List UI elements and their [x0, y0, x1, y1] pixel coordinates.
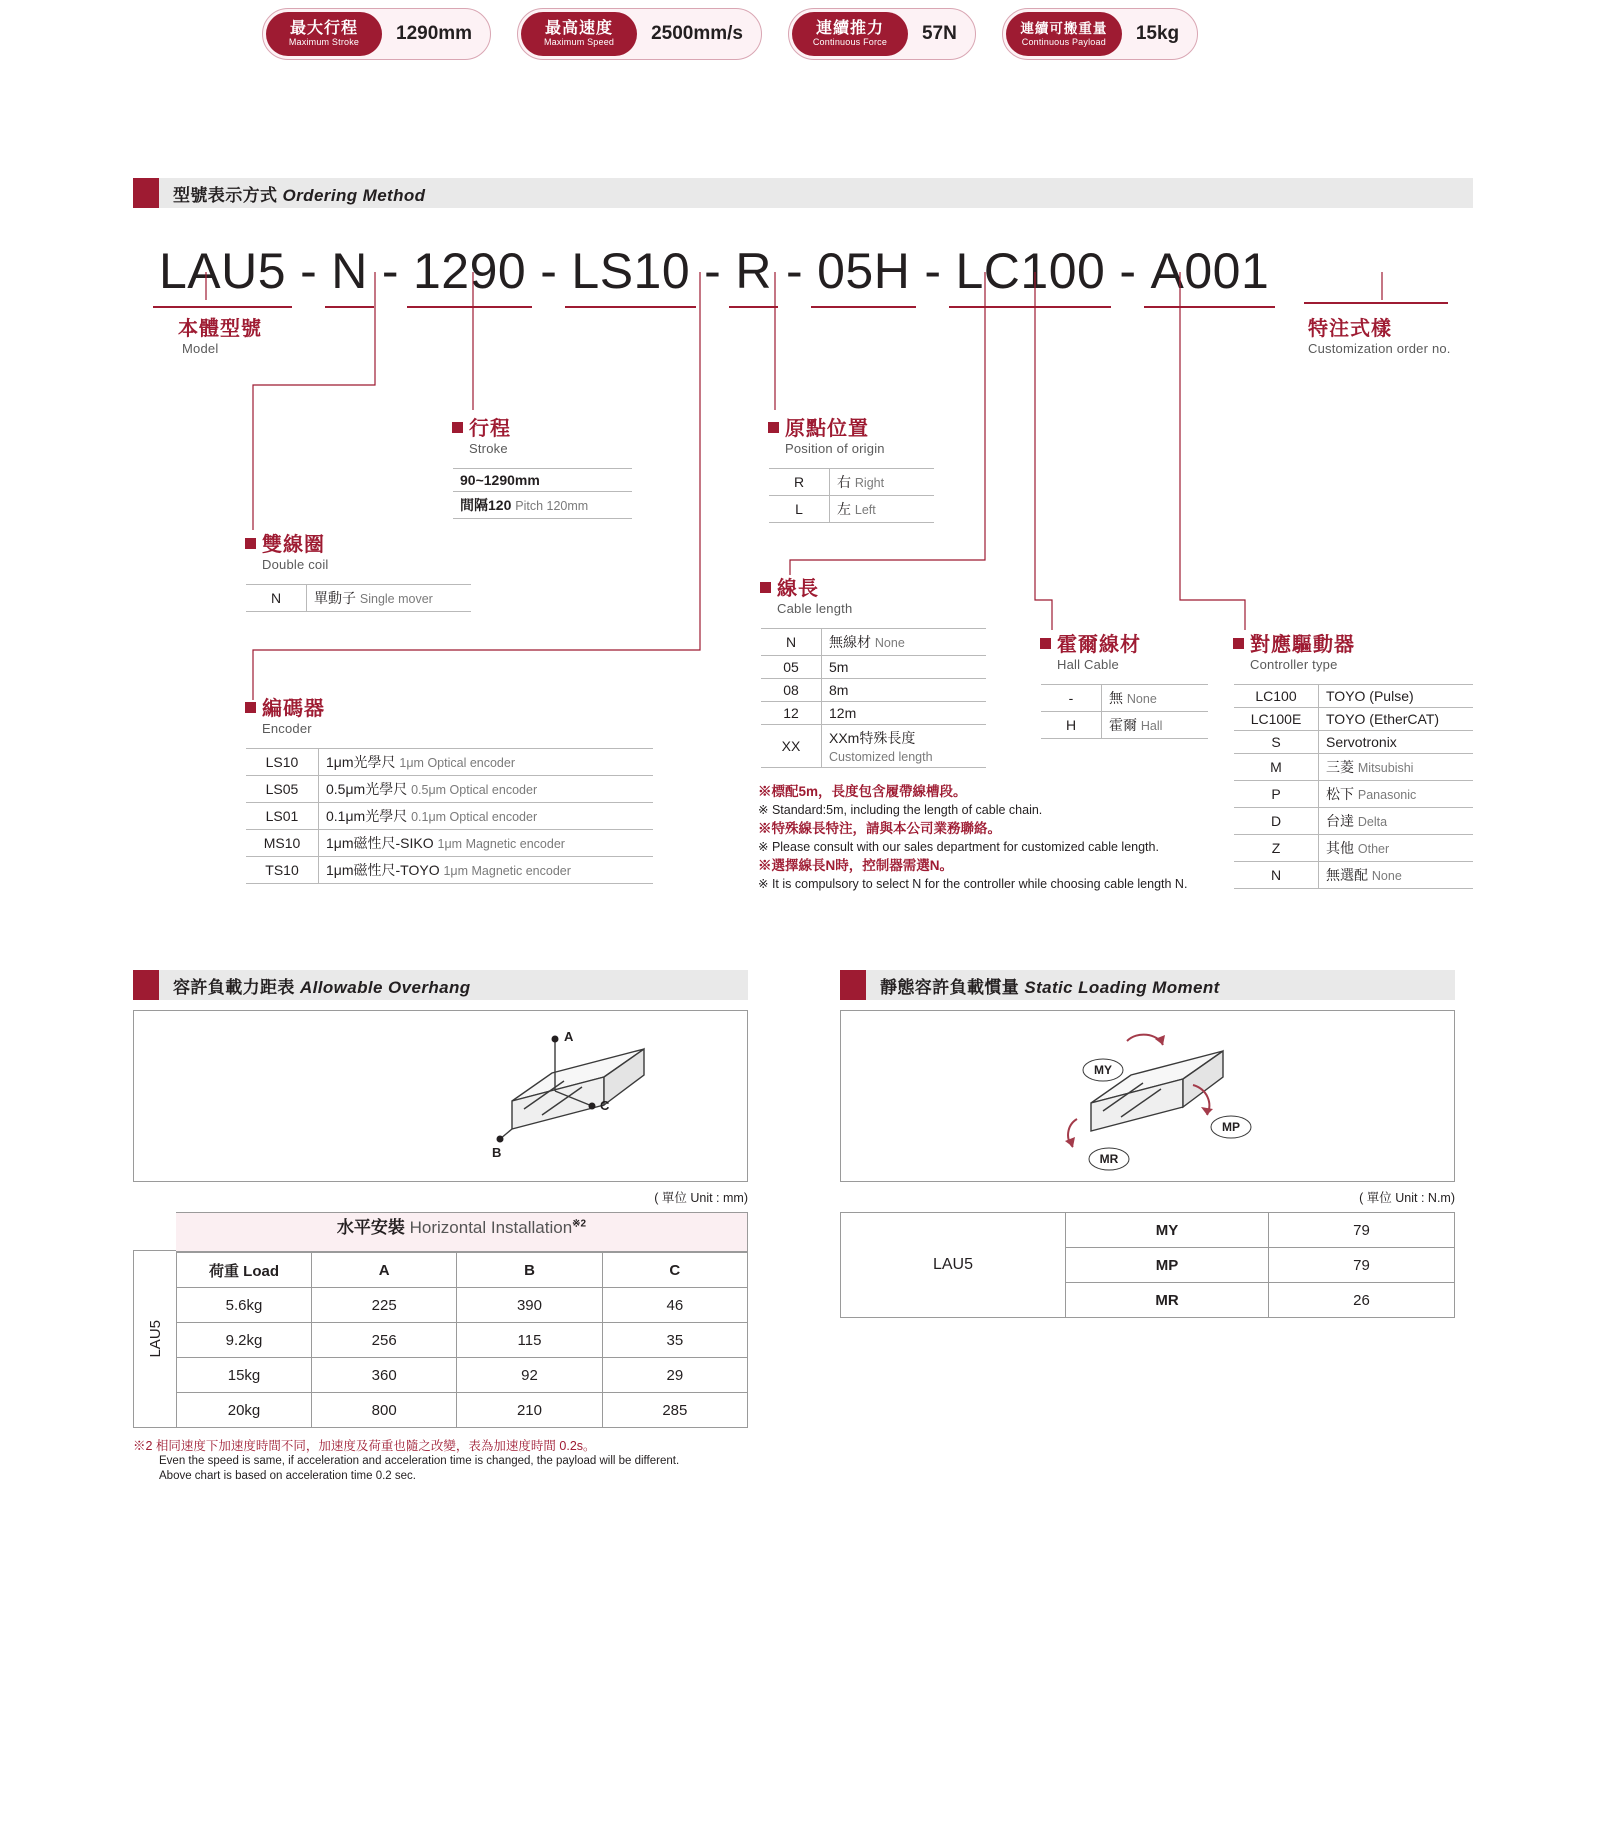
label-origin-cn-text: 原點位置	[785, 418, 869, 440]
moment-diagram	[840, 1010, 1455, 1182]
table-row	[761, 629, 986, 656]
code-dash: -	[924, 243, 942, 299]
note-cn: ※特殊線長特注，請與本公司業務聯絡。	[758, 821, 1001, 836]
spec-label-cn: 最高速度	[545, 20, 614, 37]
controller-value-en: Panasonic	[1357, 788, 1417, 802]
moment-name: MR	[1066, 1283, 1269, 1318]
label-double-coil-cn	[245, 528, 471, 557]
cell-a: 360	[312, 1358, 457, 1393]
controller-value: TOYO (EtherCAT)	[1319, 708, 1474, 731]
col-b: B	[457, 1253, 602, 1288]
cable-key: 08	[761, 679, 822, 702]
table-double-coil	[246, 584, 471, 612]
label-customization	[1308, 312, 1451, 356]
table-row	[177, 1323, 748, 1358]
section-title-cn: 靜態容許負載慣量	[880, 977, 1020, 997]
label-stroke-cn	[452, 412, 632, 441]
label-stroke-cn-text: 行程	[469, 418, 511, 440]
moment-model: LAU5	[841, 1213, 1066, 1318]
encoder-value	[319, 749, 654, 776]
static-loading-moment-section	[840, 970, 1455, 1318]
spec-pill-continuous-force	[788, 8, 976, 60]
spec-label-cn: 連續可搬重量	[1020, 21, 1108, 36]
table-encoder	[246, 748, 653, 884]
section-title	[880, 973, 1220, 998]
origin-key: R	[769, 469, 830, 496]
table-cable-length	[761, 628, 986, 768]
stroke-pitch-en: Pitch 120mm	[515, 499, 589, 513]
label-origin-cn	[768, 412, 934, 441]
controller-value-en: Mitsubishi	[1357, 761, 1414, 775]
header-accent-bar	[133, 178, 159, 208]
stroke-pitch	[453, 492, 632, 519]
encoder-value-en: 1μm Optical encoder	[399, 756, 515, 770]
code-seg-encoder: LS10	[565, 242, 696, 300]
spec-summary-bar	[0, 0, 1613, 60]
section-title	[173, 181, 425, 206]
cable-value	[822, 725, 987, 768]
overhang-table-title-cn: 水平安裝	[336, 1218, 405, 1237]
label-controller-cn-text: 對應驅動器	[1250, 634, 1355, 656]
table-row	[761, 702, 986, 725]
spec-value: 15kg	[1135, 23, 1180, 44]
overhang-table-wrap	[133, 1212, 748, 1428]
table-row	[1234, 754, 1473, 781]
code-dash: -	[704, 243, 722, 299]
spec-label-en: Maximum Speed	[543, 37, 615, 47]
table-row	[177, 1393, 748, 1428]
table-row	[246, 585, 471, 612]
spec-pill-max-stroke	[262, 8, 491, 60]
cable-value-cn: XXm特殊長度	[829, 730, 916, 746]
moment-diagram-svg	[841, 1011, 1454, 1179]
label-hall-cn-text: 霍爾線材	[1057, 634, 1141, 656]
moment-table	[840, 1212, 1455, 1318]
cell-c: 285	[602, 1393, 747, 1428]
controller-key: M	[1234, 754, 1319, 781]
spec-value: 1290mm	[396, 23, 473, 44]
spec-pill-continuous-payload	[1002, 8, 1198, 60]
block-origin	[768, 412, 934, 523]
table-header-row	[177, 1253, 748, 1288]
label-encoder-en: Encoder	[262, 721, 312, 736]
label-model-en: Model	[182, 341, 219, 356]
bullet-square-icon	[760, 582, 771, 593]
encoder-value	[319, 857, 654, 884]
table-origin	[769, 468, 934, 523]
controller-key: D	[1234, 808, 1319, 835]
hall-value-en: Hall	[1140, 719, 1163, 733]
stroke-pitch-cn: 間隔120	[460, 497, 512, 513]
section-title-en: Ordering Method	[282, 185, 426, 205]
bullet-square-icon	[1040, 638, 1051, 649]
table-row	[1234, 731, 1473, 754]
section-title-en: Allowable Overhang	[299, 977, 471, 997]
overhang-table-title-sup: ※2	[572, 1218, 587, 1230]
cell-b: 390	[457, 1288, 602, 1323]
cell-load: 15kg	[177, 1358, 312, 1393]
section-header-overhang	[133, 970, 748, 1000]
controller-key: N	[1234, 862, 1319, 889]
cable-value: 8m	[822, 679, 987, 702]
note-en: ※ It is compulsory to select N for the controller while choosing cable length N.	[758, 877, 1188, 891]
section-header-moment	[840, 970, 1455, 1000]
controller-key: Z	[1234, 835, 1319, 862]
controller-key: LC100E	[1234, 708, 1319, 731]
hall-value-en: None	[1126, 692, 1157, 706]
cable-key: XX	[761, 725, 822, 768]
encoder-key: TS10	[246, 857, 319, 884]
table-row	[453, 492, 632, 519]
bullet-square-icon	[452, 422, 463, 433]
code-seg-customization: A001	[1144, 242, 1275, 300]
overhang-axis-label-a: A	[564, 1029, 574, 1044]
bullet-square-icon	[245, 538, 256, 549]
cell-c: 35	[602, 1323, 747, 1358]
encoder-key: LS10	[246, 749, 319, 776]
origin-value-en: Right	[854, 476, 885, 490]
spec-value: 2500mm/s	[651, 23, 743, 44]
code-seg-origin: R	[729, 242, 778, 300]
table-row	[177, 1288, 748, 1323]
cable-key: 05	[761, 656, 822, 679]
hall-key: -	[1041, 685, 1102, 712]
controller-value-en: None	[1371, 869, 1402, 883]
bullet-square-icon	[245, 702, 256, 713]
controller-value-cn: 其他	[1326, 840, 1354, 856]
controller-value-cn: 松下	[1326, 786, 1354, 802]
moment-label-mr: MR	[1099, 1152, 1119, 1166]
spec-label-cn: 連續推力	[815, 20, 884, 37]
table-row	[1041, 685, 1208, 712]
label-stroke-en: Stroke	[469, 441, 508, 456]
cable-value-en: Customized length	[829, 750, 933, 764]
spec-label-cn: 最大行程	[289, 20, 358, 37]
origin-value	[830, 496, 935, 523]
encoder-value-en: 0.5μm Optical encoder	[411, 783, 538, 797]
table-row	[769, 496, 934, 523]
table-row	[769, 469, 934, 496]
section-title	[173, 973, 471, 998]
label-customization-en: Customization order no.	[1308, 341, 1451, 356]
encoder-value-cn: 1μm磁性尺-SIKO	[326, 835, 434, 851]
overhang-table-title-en: Horizontal Installation	[409, 1218, 573, 1237]
double-coil-value	[307, 585, 472, 612]
table-row	[761, 679, 986, 702]
note-en: ※ Please consult with our sales department for customized cable length.	[758, 840, 1159, 854]
label-hall-cn	[1040, 628, 1208, 657]
block-stroke	[452, 412, 632, 519]
cell-b: 115	[457, 1323, 602, 1358]
ordering-notes	[758, 782, 1398, 893]
block-hall-cable	[1040, 628, 1208, 739]
label-model	[178, 312, 262, 356]
cable-key: 12	[761, 702, 822, 725]
double-coil-key: N	[246, 585, 307, 612]
controller-value-cn: 三菱	[1326, 759, 1354, 775]
origin-value-cn: 右	[837, 474, 851, 490]
footnote-en-1: Even the speed is same, if acceleration and acceleration time is changed, the payload will be different.	[159, 1455, 680, 1467]
cell-c: 46	[602, 1288, 747, 1323]
code-seg-cable: 05H	[811, 242, 916, 300]
table-hall-cable	[1041, 684, 1208, 739]
label-double-coil-cn-text: 雙線圈	[262, 534, 325, 556]
code-seg-model: LAU5	[153, 242, 292, 300]
moment-name: MY	[1066, 1213, 1269, 1248]
table-row	[1234, 708, 1473, 731]
moment-unit: ( 單位 Unit : N.m)	[1359, 1191, 1455, 1205]
cable-value	[822, 629, 987, 656]
overhang-footnote	[133, 1436, 748, 1484]
cell-a: 225	[312, 1288, 457, 1323]
bullet-square-icon	[1233, 638, 1244, 649]
spec-tag	[792, 12, 908, 56]
col-load: 荷重 Load	[177, 1253, 312, 1288]
spec-tag	[266, 12, 382, 56]
table-row	[246, 830, 653, 857]
bullet-square-icon	[768, 422, 779, 433]
hall-key: H	[1041, 712, 1102, 739]
overhang-model-cell	[133, 1250, 176, 1428]
table-row	[761, 725, 986, 768]
cable-key: N	[761, 629, 822, 656]
controller-value-cn: 台達	[1326, 813, 1354, 829]
ordering-method-section	[133, 178, 1473, 300]
table-row	[246, 776, 653, 803]
spec-label-en: Continuous Payload	[1021, 37, 1106, 47]
encoder-value-cn: 0.5μm光學尺	[326, 781, 408, 797]
moment-value: 79	[1269, 1213, 1455, 1248]
label-encoder-cn-text: 編碼器	[262, 698, 325, 720]
table-row	[761, 656, 986, 679]
model-code-row	[153, 242, 1473, 300]
label-controller-cn	[1233, 628, 1473, 657]
encoder-value-en: 1μm Magnetic encoder	[443, 864, 571, 878]
controller-value-en: Delta	[1357, 815, 1388, 829]
hall-value-cn: 霍爾	[1109, 717, 1137, 733]
cable-value: 12m	[822, 702, 987, 725]
section-header-ordering	[133, 178, 1473, 208]
encoder-value	[319, 830, 654, 857]
cell-load: 9.2kg	[177, 1323, 312, 1358]
col-a: A	[312, 1253, 457, 1288]
table-row	[1234, 685, 1473, 708]
overhang-model-label: LAU5	[146, 1320, 164, 1358]
origin-value-cn: 左	[837, 501, 851, 517]
spec-value: 57N	[921, 23, 957, 44]
code-seg-stroke: 1290	[407, 242, 532, 300]
encoder-value-cn: 1μm光學尺	[326, 754, 396, 770]
spec-pill-max-speed	[517, 8, 762, 60]
controller-value-cn: 無選配	[1326, 867, 1368, 883]
spec-label-en: Maximum Stroke	[288, 37, 360, 47]
moment-value: 79	[1269, 1248, 1455, 1283]
hall-value	[1102, 712, 1209, 739]
code-dash: -	[381, 243, 399, 299]
hall-value-cn: 無	[1109, 690, 1123, 706]
overhang-table	[176, 1252, 748, 1428]
table-row	[453, 469, 632, 492]
encoder-value-en: 1μm Magnetic encoder	[437, 837, 565, 851]
origin-value	[830, 469, 935, 496]
header-accent-bar	[133, 970, 159, 1000]
section-title-cn: 容許負載力距表	[173, 977, 295, 997]
cable-value: 5m	[822, 656, 987, 679]
overhang-unit: ( 單位 Unit : mm)	[654, 1191, 748, 1205]
label-underline	[1304, 302, 1448, 304]
spec-tag	[521, 12, 637, 56]
section-title-cn: 型號表示方式	[173, 185, 278, 205]
cable-value-cn: 無線材	[829, 634, 871, 650]
table-row	[246, 857, 653, 884]
controller-value: TOYO (Pulse)	[1319, 685, 1474, 708]
label-cable-en: Cable length	[777, 601, 853, 616]
label-hall-en: Hall Cable	[1057, 657, 1119, 672]
controller-key: S	[1234, 731, 1319, 754]
footnote-en-2: Above chart is based on acceleration time 0.2 sec.	[159, 1470, 416, 1482]
encoder-key: MS10	[246, 830, 319, 857]
label-cable-cn-text: 線長	[777, 578, 819, 600]
label-model-cn: 本體型號	[178, 318, 262, 340]
table-row	[246, 749, 653, 776]
block-double-coil	[245, 528, 471, 612]
label-controller-en: Controller type	[1250, 657, 1338, 672]
note-cn: ※標配5m，長度包含履帶線槽段。	[758, 784, 967, 799]
controller-key: P	[1234, 781, 1319, 808]
label-origin-en: Position of origin	[785, 441, 885, 456]
table-row	[177, 1358, 748, 1393]
note-en: ※ Standard:5m, including the length of cable chain.	[758, 803, 1043, 817]
cell-load: 20kg	[177, 1393, 312, 1428]
controller-key: LC100	[1234, 685, 1319, 708]
note-cn: ※選擇線長N時，控制器需選N。	[758, 858, 953, 873]
code-dash: -	[785, 243, 804, 299]
controller-value-en: Other	[1357, 842, 1390, 856]
overhang-diagram-svg	[134, 1011, 747, 1179]
cell-a: 256	[312, 1323, 457, 1358]
code-seg-controller: LC100	[949, 242, 1111, 300]
origin-key: L	[769, 496, 830, 523]
double-coil-value-en: Single mover	[359, 592, 433, 606]
block-cable-length	[760, 572, 986, 768]
cell-b: 210	[457, 1393, 602, 1428]
stroke-range: 90~1290mm	[453, 469, 632, 492]
code-seg-double-coil: N	[325, 242, 374, 300]
label-customization-cn: 特注式樣	[1308, 318, 1392, 340]
encoder-key: LS05	[246, 776, 319, 803]
label-double-coil-en: Double coil	[262, 557, 329, 572]
table-stroke	[453, 468, 632, 519]
table-row	[841, 1213, 1455, 1248]
cell-c: 29	[602, 1358, 747, 1393]
cable-value-en: None	[874, 636, 905, 650]
spec-label-en: Continuous Force	[812, 37, 888, 47]
overhang-diagram	[133, 1010, 748, 1182]
cell-load: 5.6kg	[177, 1288, 312, 1323]
table-row	[246, 803, 653, 830]
moment-name: MP	[1066, 1248, 1269, 1283]
label-cable-cn	[760, 572, 986, 601]
controller-value	[1319, 754, 1474, 781]
overhang-axis-label-c: C	[600, 1098, 610, 1113]
table-row	[1041, 712, 1208, 739]
controller-value: Servotronix	[1319, 731, 1474, 754]
footnote-cn: ※2 相同速度下加速度時間不同，加速度及荷重也隨之改變，表為加速度時間 0.2s。	[133, 1439, 596, 1453]
spec-tag	[1006, 12, 1122, 56]
code-dash: -	[300, 243, 318, 299]
encoder-value	[319, 776, 654, 803]
block-encoder	[245, 692, 653, 884]
cell-b: 92	[457, 1358, 602, 1393]
moment-value: 26	[1269, 1283, 1455, 1318]
allowable-overhang-section	[133, 970, 748, 1484]
moment-label-my: MY	[1094, 1063, 1112, 1077]
header-accent-bar	[840, 970, 866, 1000]
section-title-en: Static Loading Moment	[1024, 977, 1220, 997]
overhang-axis-label-b: B	[492, 1145, 502, 1160]
hall-value	[1102, 685, 1209, 712]
encoder-value-en: 0.1μm Optical encoder	[411, 810, 538, 824]
code-dash: -	[1119, 243, 1137, 299]
code-dash: -	[540, 243, 558, 299]
cell-a: 800	[312, 1393, 457, 1428]
moment-label-mp: MP	[1222, 1120, 1240, 1134]
encoder-key: LS01	[246, 803, 319, 830]
encoder-value-cn: 0.1μm光學尺	[326, 808, 408, 824]
label-encoder-cn	[245, 692, 653, 721]
origin-value-en: Left	[854, 503, 876, 517]
col-c: C	[602, 1253, 747, 1288]
encoder-value-cn: 1μm磁性尺-TOYO	[326, 862, 440, 878]
double-coil-value-cn: 單動子	[314, 590, 356, 606]
overhang-table-title	[176, 1212, 748, 1252]
encoder-value	[319, 803, 654, 830]
